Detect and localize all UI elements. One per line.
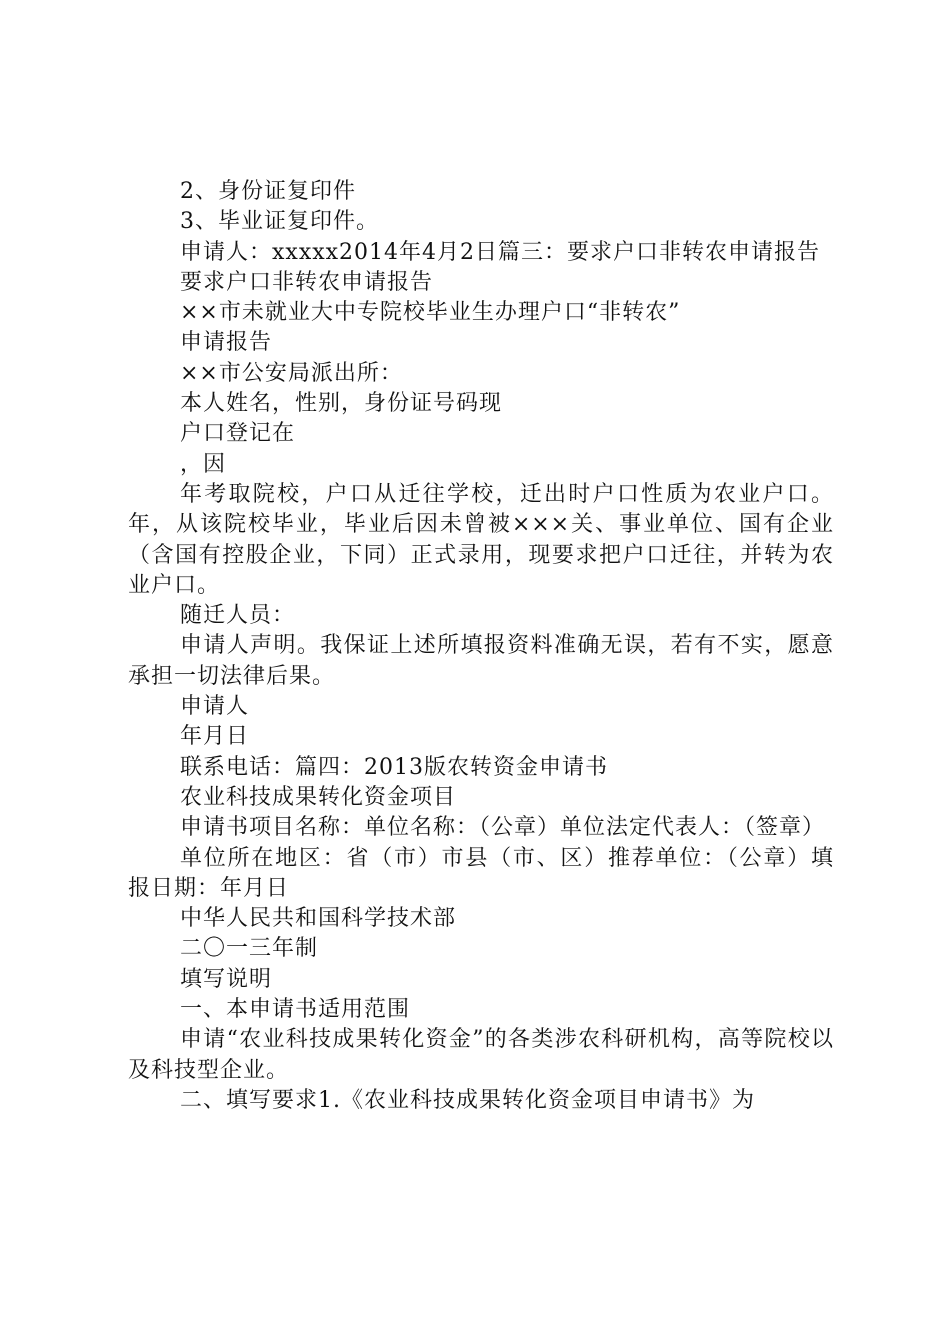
paragraph: 一、本申请书适用范围 xyxy=(180,997,411,1023)
paragraph: 二、填写要求1.《农业科技成果转化资金项目申请书》为 xyxy=(180,1087,755,1113)
paragraph: ××市未就业大中专院校毕业生办理户口“非转农” xyxy=(180,300,681,326)
paragraph: 2、身份证复印件 xyxy=(180,179,356,204)
paragraph: 随迁人员： xyxy=(180,603,296,629)
document-body xyxy=(128,177,834,1116)
paragraph: 要求户口非转农申请报告 xyxy=(180,269,434,295)
paragraph: 申请人 xyxy=(180,694,250,720)
paragraph: 填写说明 xyxy=(180,966,273,992)
paragraph: 申请书项目名称：单位名称：（公章）单位法定代表人：（签章） xyxy=(180,815,826,841)
paragraph: 3、毕业证复印件。 xyxy=(180,209,379,235)
paragraph: 申请报告 xyxy=(180,330,273,356)
paragraph: 单位所在地区：省（市）市县（市、区）推荐单位：（公章）填报日期：年月日 xyxy=(128,845,834,901)
paragraph: ，因 xyxy=(180,451,227,477)
paragraph: 申请人：xxxxx2014年4月2日篇三：要求户口非转农申请报告 xyxy=(180,239,821,265)
paragraph: 中华人民共和国科学技术部 xyxy=(180,906,457,932)
paragraph: 户口登记在 xyxy=(180,421,296,447)
paragraph: 农业科技成果转化资金项目 xyxy=(180,784,457,810)
paragraph: 二〇一三年制 xyxy=(180,936,319,962)
paragraph: 年月日 xyxy=(180,724,250,750)
paragraph: 本人姓名，性别，身份证号码现 xyxy=(180,391,503,417)
paragraph: 联系电话：篇四：2013版农转资金申请书 xyxy=(180,754,608,780)
paragraph: 年考取院校，户口从迁往学校，迁出时户口性质为农业户口。年，从该院校毕业，毕业后因未曾被×××关、事业单位、国有企业（含国有控股企业，下同）正式录用，现要求把户口迁往，并转为农业户口。 xyxy=(128,481,834,598)
paragraph: 申请人声明。我保证上述所填报资料准确无误，若有不实，愿意承担一切法律后果。 xyxy=(128,633,834,689)
paragraph: ××市公安局派出所： xyxy=(180,360,403,386)
paragraph: 申请“农业科技成果转化资金”的各类涉农科研机构，高等院校以及科技型企业。 xyxy=(128,1027,834,1083)
